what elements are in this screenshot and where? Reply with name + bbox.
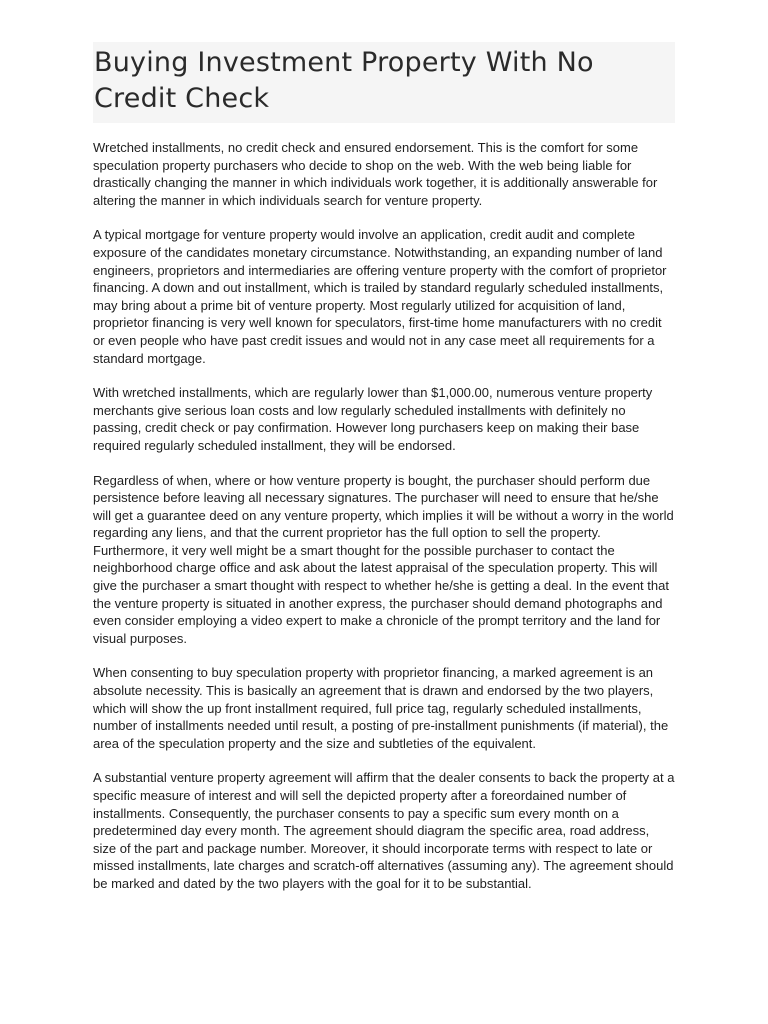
document-page (93, 42, 675, 910)
paragraph-4: Regardless of when, where or how venture property is bought, the purchaser should perform due persistence before leaving all necessary signatures. The purchaser will need to ensure that he/she will get a guarantee deed on any venture property, which implies it will be without a worry in the world regarding any liens, and that the current proprietor has the full option to sell the property. Furthermore, it very well might be a smart thought for the possible purchaser to contact the neighborhood charge office and ask about the latest appraisal of the speculation property. This will give the purchaser a smart thought with respect to whether he/she is getting a deal. In the event that the venture property is situated in another express, the purchaser should demand photographs and even consider employing a video expert to make a chronicle of the prompt territory and the land for visual purposes. (93, 472, 674, 646)
paragraph-1: Wretched installments, no credit check and ensured endorsement. This is the comfort for some speculation property purchasers who decide to shop on the web. With the web being liable for drastically changing the manner in which individuals work together, it is additionally answerable for altering the manner in which individuals search for venture property. (93, 140, 658, 208)
paragraph-3: With wretched installments, which are regularly lower than $1,000.00, numerous venture property merchants give serious loan costs and low regularly scheduled installments with definitely no passing, credit check or pay confirmation. However long purchasers keep on making their base required regularly scheduled installment, they will be endorsed. (93, 385, 653, 453)
title-block (93, 42, 675, 123)
paragraph-6: A substantial venture property agreement will affirm that the dealer consents to back the property at a specific measure of interest and will sell the depicted property after a foreordained number of installments. Consequently, the purchaser consents to pay a specific sum every month on a predetermined day every month. The agreement should diagram the specific area, road address, size of the part and package number. Moreover, it should incorporate terms with respect to late or missed installments, late charges and scratch-off alternatives (assuming any). The agreement should be marked and dated by the two players with the goal for it to be substantial. (93, 770, 675, 891)
paragraph-5: When consenting to buy speculation property with proprietor financing, a marked agreement is an absolute necessity. This is basically an agreement that is drawn and endorsed by the two players, which will show the up front installment required, full price tag, regularly scheduled installments, number of installments needed until result, a posting of pre-installment punishments (if material), the area of the speculation property and the size and subtleties of the equivalent. (93, 665, 669, 751)
paragraph-2: A typical mortgage for venture property would involve an application, credit audit and complete exposure of the candidates monetary circumstance. Notwithstanding, an expanding number of land engineers, proprietors and intermediaries are offering venture property with the comfort of proprietor financing. A down and out installment, which is trailed by standard regularly scheduled installments, may bring about a prime bit of venture property. Most regularly utilized for acquisition of land, proprietor financing is very well known for speculators, first-time home manufacturers with no credit or even people who have past credit issues and would not in any case meet all requirements for a standard mortgage. (93, 227, 667, 366)
page-title: Buying Investment Property With No Credit Check (94, 47, 594, 114)
